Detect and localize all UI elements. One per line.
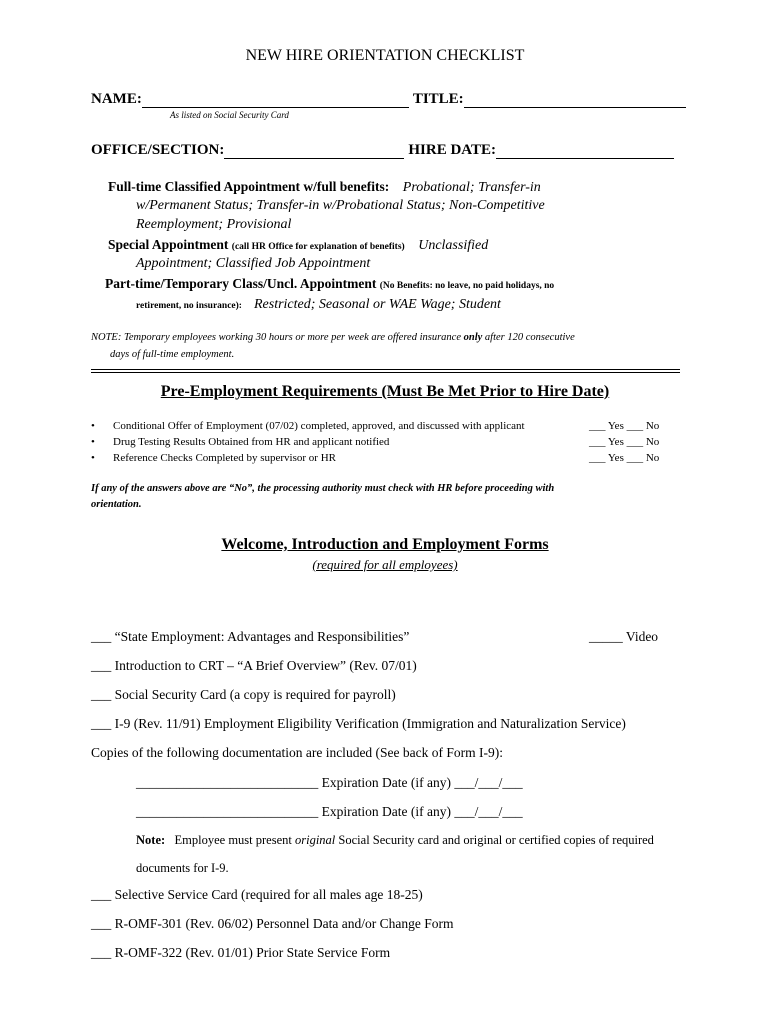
- divider: [91, 372, 680, 373]
- title-field[interactable]: [464, 93, 686, 108]
- checklist-item[interactable]: ___ “State Employment: Advantages and Responsibilities”: [91, 629, 410, 644]
- note-prefix: NOTE:: [91, 332, 122, 343]
- part-time-line: [105, 276, 554, 292]
- special-option: Appointment; Classified Job Appointment: [136, 256, 371, 271]
- checklist-item[interactable]: ___ I-9 (Rev. 11/91) Employment Eligibility Verification (Immigration and Naturalization Service): [91, 716, 626, 731]
- note-text: Temporary employees working 30 hours or more per week are offered insurance: [123, 332, 461, 343]
- special-line: [108, 237, 488, 254]
- name-label: NAME:: [91, 91, 142, 107]
- list-item-text: Reference Checks Completed by supervisor or HR: [113, 452, 336, 464]
- hire-date-field[interactable]: [496, 144, 674, 159]
- special-note: (call HR Office for explanation of benefits): [231, 242, 405, 252]
- yes-no-answer[interactable]: ___ Yes ___ No: [589, 436, 660, 448]
- list-item-text: Conditional Offer of Employment (07/02) completed, approved, and discussed with applicant: [113, 420, 525, 432]
- part-time-note: (No Benefits: no leave, no paid holidays, no: [379, 281, 555, 291]
- yes-no-answer[interactable]: ___ Yes ___ No: [589, 420, 660, 432]
- part-time-label: Part-time/Temporary Class/Uncl. Appointment: [105, 276, 377, 291]
- name-hint: As listed on Social Security Card: [170, 110, 289, 120]
- yes-no-answer[interactable]: ___ Yes ___ No: [589, 452, 660, 464]
- checklist-item[interactable]: ___ Introduction to CRT – “A Brief Overview” (Rev. 07/01): [91, 658, 417, 673]
- special-option: Unclassified: [418, 238, 489, 253]
- list-item: •: [91, 452, 95, 464]
- office-field[interactable]: [224, 144, 404, 159]
- divider: [91, 369, 680, 370]
- full-time-line: [108, 179, 541, 196]
- note-text: Employee must present: [174, 833, 292, 847]
- name-row: [91, 90, 686, 108]
- full-time-option: Probational; Transfer-in: [402, 180, 541, 195]
- page-title: NEW HIRE ORIENTATION CHECKLIST: [245, 47, 525, 64]
- special-label: Special Appointment: [108, 237, 229, 252]
- office-label: OFFICE/SECTION:: [91, 142, 225, 158]
- office-row: [91, 141, 674, 159]
- note-emphasis: original: [295, 833, 336, 847]
- part-time-note: retirement, no insurance):: [136, 301, 242, 311]
- welcome-header: Welcome, Introduction and Employment Forms: [221, 536, 549, 553]
- list-item: •: [91, 436, 95, 448]
- hire-date-label: HIRE DATE:: [408, 142, 497, 158]
- checklist-item[interactable]: ___ R-OMF-301 (Rev. 06/02) Personnel Data and/or Change Form: [91, 916, 454, 931]
- full-time-label: Full-time Classified Appointment w/full benefits:: [108, 179, 390, 194]
- full-time-option: Reemployment; Provisional: [136, 217, 292, 232]
- pre-employment-header: Pre-Employment Requirements (Must Be Met Prior to Hire Date): [160, 383, 610, 400]
- note-label: Note:: [136, 833, 166, 847]
- note-emphasis: only: [463, 332, 483, 343]
- warning-text: orientation.: [91, 499, 142, 510]
- note-text: Social Security card and original or certified copies of required: [338, 833, 654, 847]
- copies-text: Copies of the following documentation are included (See back of Form I-9):: [91, 745, 504, 760]
- list-item-text: Drug Testing Results Obtained from HR and applicant notified: [113, 436, 390, 448]
- checklist-item[interactable]: ___ R-OMF-322 (Rev. 01/01) Prior State Service Form: [91, 945, 391, 960]
- part-time-options: Restricted; Seasonal or WAE Wage; Student: [253, 297, 501, 312]
- warning-text: If any of the answers above are “No”, the processing authority must check with HR before proceeding with: [91, 483, 555, 494]
- video-check[interactable]: _____ Video: [589, 629, 659, 644]
- checklist-item[interactable]: ___ Selective Service Card (required for all males age 18-25): [91, 887, 423, 902]
- i9-note-line-2: documents for I-9.: [136, 861, 229, 875]
- checklist-item[interactable]: ___ Social Security Card (a copy is required for payroll): [91, 687, 396, 702]
- full-time-option: w/Permanent Status; Transfer-in w/Probational Status; Non-Competitive: [136, 198, 545, 213]
- name-field[interactable]: [142, 93, 409, 108]
- insurance-note: [91, 332, 575, 343]
- document-line[interactable]: ___________________________ Expiration Date (if any) ___/___/___: [136, 804, 523, 819]
- title-label: TITLE:: [412, 91, 464, 107]
- note-text: after 120 consecutive: [484, 332, 575, 343]
- welcome-subheader: (required for all employees): [312, 557, 458, 572]
- document-line[interactable]: ___________________________ Expiration Date (if any) ___/___/___: [136, 775, 523, 790]
- insurance-note-line-2: days of full-time employment.: [110, 349, 235, 360]
- i9-note: [136, 833, 654, 848]
- part-time-line-2: [136, 295, 501, 313]
- list-item: •: [91, 420, 95, 432]
